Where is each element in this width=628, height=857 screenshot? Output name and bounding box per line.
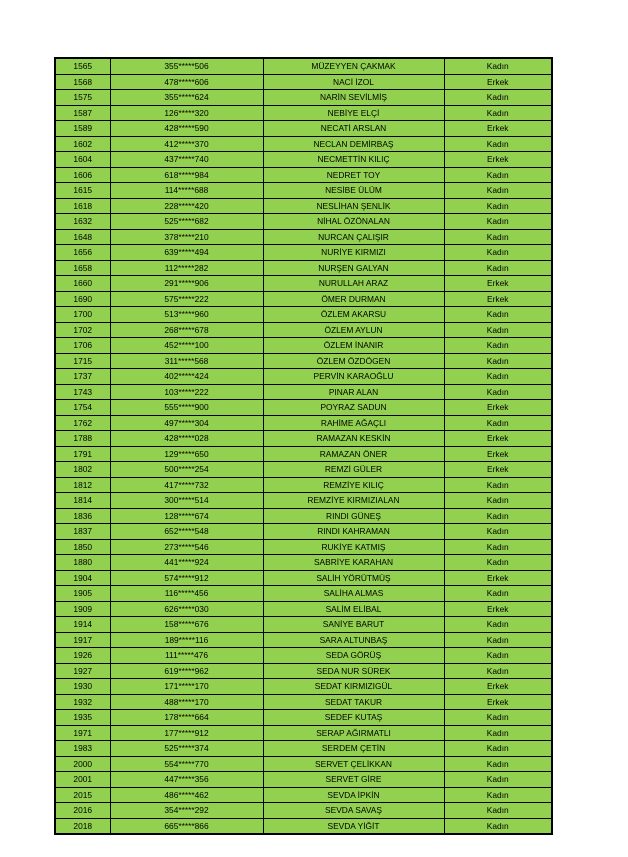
gender-cell: Kadın: [444, 307, 552, 323]
id-number-cell: 355*****624: [110, 90, 263, 106]
record-number-cell: 1706: [55, 338, 110, 354]
gender-cell: Erkek: [444, 694, 552, 710]
record-number-cell: 1836: [55, 508, 110, 524]
full-name-cell: NURULLAH ARAZ: [263, 276, 444, 292]
full-name-cell: REMZİYE KIRMIZIALAN: [263, 493, 444, 509]
table-row: [55, 198, 552, 214]
record-number-cell: 1802: [55, 462, 110, 478]
table-row: [55, 183, 552, 199]
table-row: [55, 291, 552, 307]
id-number-cell: 497*****304: [110, 415, 263, 431]
table-row: [55, 446, 552, 462]
full-name-cell: RAMAZAN ÖNER: [263, 446, 444, 462]
id-number-cell: 412*****370: [110, 136, 263, 152]
id-number-cell: 177*****912: [110, 725, 263, 741]
gender-cell: Erkek: [444, 462, 552, 478]
table-row: [55, 710, 552, 726]
table-row: [55, 679, 552, 695]
gender-cell: Kadın: [444, 741, 552, 757]
gender-cell: Kadın: [444, 539, 552, 555]
gender-cell: Kadın: [444, 787, 552, 803]
id-number-cell: 500*****254: [110, 462, 263, 478]
full-name-cell: NURİYE KIRMIZI: [263, 245, 444, 261]
gender-cell: Kadın: [444, 260, 552, 276]
record-number-cell: 1715: [55, 353, 110, 369]
record-number-cell: 1814: [55, 493, 110, 509]
gender-cell: Kadın: [444, 369, 552, 385]
record-number-cell: 1568: [55, 74, 110, 90]
full-name-cell: SERAP AĞIRMATLI: [263, 725, 444, 741]
id-number-cell: 171*****170: [110, 679, 263, 695]
table-row: [55, 818, 552, 834]
record-number-cell: 1743: [55, 384, 110, 400]
full-name-cell: NECLAN DEMİRBAŞ: [263, 136, 444, 152]
record-number-cell: 1791: [55, 446, 110, 462]
table-row: [55, 694, 552, 710]
table-row: [55, 524, 552, 540]
table-row: [55, 617, 552, 633]
id-number-cell: 575*****222: [110, 291, 263, 307]
id-number-cell: 291*****906: [110, 276, 263, 292]
gender-cell: Kadın: [444, 710, 552, 726]
gender-cell: Kadın: [444, 58, 552, 74]
gender-cell: Kadın: [444, 136, 552, 152]
gender-cell: Erkek: [444, 121, 552, 137]
id-number-cell: 189*****116: [110, 632, 263, 648]
record-number-cell: 2000: [55, 756, 110, 772]
table-row: [55, 152, 552, 168]
table-row: [55, 741, 552, 757]
full-name-cell: NARİN SEVİLMİŞ: [263, 90, 444, 106]
id-number-cell: 103*****222: [110, 384, 263, 400]
id-number-cell: 378*****210: [110, 229, 263, 245]
table-row: [55, 462, 552, 478]
gender-cell: Erkek: [444, 601, 552, 617]
gender-cell: Kadın: [444, 167, 552, 183]
full-name-cell: MÜZEYYEN ÇAKMAK: [263, 58, 444, 74]
gender-cell: Kadın: [444, 818, 552, 834]
gender-cell: Kadın: [444, 214, 552, 230]
full-name-cell: SABRİYE KARAHAN: [263, 555, 444, 571]
full-name-cell: SEDA GÖRÜŞ: [263, 648, 444, 664]
record-number-cell: 1690: [55, 291, 110, 307]
record-number-cell: 2018: [55, 818, 110, 834]
full-name-cell: NURŞEN GALYAN: [263, 260, 444, 276]
table-row: [55, 136, 552, 152]
gender-cell: Kadın: [444, 105, 552, 121]
id-number-cell: 354*****292: [110, 803, 263, 819]
gender-cell: Erkek: [444, 74, 552, 90]
table-row: [55, 539, 552, 555]
table-row: [55, 307, 552, 323]
table-row: [55, 167, 552, 183]
full-name-cell: NESİBE ÜLÜM: [263, 183, 444, 199]
id-number-cell: 452*****100: [110, 338, 263, 354]
gender-cell: Erkek: [444, 446, 552, 462]
records-table-body: [55, 58, 552, 834]
full-name-cell: SEVDA SAVAŞ: [263, 803, 444, 819]
table-row: [55, 648, 552, 664]
id-number-cell: 554*****770: [110, 756, 263, 772]
gender-cell: Kadın: [444, 586, 552, 602]
table-row: [55, 803, 552, 819]
gender-cell: Kadın: [444, 322, 552, 338]
full-name-cell: SERVET GİRE: [263, 772, 444, 788]
id-number-cell: 129*****650: [110, 446, 263, 462]
gender-cell: Kadın: [444, 648, 552, 664]
gender-cell: Kadın: [444, 555, 552, 571]
gender-cell: Kadın: [444, 632, 552, 648]
id-number-cell: 128*****674: [110, 508, 263, 524]
table-row: [55, 570, 552, 586]
id-number-cell: 417*****732: [110, 477, 263, 493]
gender-cell: Kadın: [444, 353, 552, 369]
table-row: [55, 555, 552, 571]
id-number-cell: 619*****962: [110, 663, 263, 679]
table-row: [55, 663, 552, 679]
full-name-cell: ÖZLEM ÖZDÖGEN: [263, 353, 444, 369]
gender-cell: Erkek: [444, 276, 552, 292]
record-number-cell: 2015: [55, 787, 110, 803]
record-number-cell: 1589: [55, 121, 110, 137]
table-row: [55, 229, 552, 245]
full-name-cell: RINDI GÜNEŞ: [263, 508, 444, 524]
gender-cell: Kadın: [444, 90, 552, 106]
full-name-cell: RAMAZAN KESKİN: [263, 431, 444, 447]
id-number-cell: 525*****682: [110, 214, 263, 230]
id-number-cell: 437*****740: [110, 152, 263, 168]
gender-cell: Erkek: [444, 679, 552, 695]
full-name-cell: SERVET ÇELİKKAN: [263, 756, 444, 772]
record-number-cell: 1606: [55, 167, 110, 183]
id-number-cell: 273*****546: [110, 539, 263, 555]
record-number-cell: 1905: [55, 586, 110, 602]
table-row: [55, 260, 552, 276]
id-number-cell: 447*****356: [110, 772, 263, 788]
record-number-cell: 1930: [55, 679, 110, 695]
gender-cell: Kadın: [444, 477, 552, 493]
id-number-cell: 486*****462: [110, 787, 263, 803]
gender-cell: Kadın: [444, 229, 552, 245]
record-number-cell: 1602: [55, 136, 110, 152]
table-row: [55, 725, 552, 741]
id-number-cell: 555*****900: [110, 400, 263, 416]
record-number-cell: 2016: [55, 803, 110, 819]
table-row: [55, 105, 552, 121]
full-name-cell: RUKİYE KATMIŞ: [263, 539, 444, 555]
record-number-cell: 1850: [55, 539, 110, 555]
gender-cell: Erkek: [444, 152, 552, 168]
full-name-cell: NEDRET TOY: [263, 167, 444, 183]
table-row: [55, 214, 552, 230]
table-row: [55, 369, 552, 385]
full-name-cell: SERDEM ÇETİN: [263, 741, 444, 757]
gender-cell: Kadın: [444, 508, 552, 524]
full-name-cell: RINDI KAHRAMAN: [263, 524, 444, 540]
table-row: [55, 756, 552, 772]
id-number-cell: 626*****030: [110, 601, 263, 617]
gender-cell: Kadın: [444, 245, 552, 261]
full-name-cell: PERVİN KARAOĞLU: [263, 369, 444, 385]
table-row: [55, 400, 552, 416]
gender-cell: Kadın: [444, 384, 552, 400]
record-number-cell: 1575: [55, 90, 110, 106]
table-row: [55, 601, 552, 617]
table-row: [55, 431, 552, 447]
table-row: [55, 787, 552, 803]
record-number-cell: 1837: [55, 524, 110, 540]
table-row: [55, 245, 552, 261]
id-number-cell: 114*****688: [110, 183, 263, 199]
record-number-cell: 1587: [55, 105, 110, 121]
record-number-cell: 1788: [55, 431, 110, 447]
id-number-cell: 158*****676: [110, 617, 263, 633]
full-name-cell: RAHİME AĞAÇLI: [263, 415, 444, 431]
record-number-cell: 1926: [55, 648, 110, 664]
id-number-cell: 574*****912: [110, 570, 263, 586]
id-number-cell: 525*****374: [110, 741, 263, 757]
table-row: [55, 477, 552, 493]
full-name-cell: ÖZLEM İNANIR: [263, 338, 444, 354]
table-row: [55, 415, 552, 431]
full-name-cell: REMZİ GÜLER: [263, 462, 444, 478]
record-number-cell: 1702: [55, 322, 110, 338]
record-number-cell: 1812: [55, 477, 110, 493]
table-row: [55, 74, 552, 90]
record-number-cell: 1615: [55, 183, 110, 199]
full-name-cell: NİHAL ÖZÖNALAN: [263, 214, 444, 230]
id-number-cell: 441*****924: [110, 555, 263, 571]
full-name-cell: NESLİHAN ŞENLİK: [263, 198, 444, 214]
record-number-cell: 1565: [55, 58, 110, 74]
gender-cell: Kadın: [444, 725, 552, 741]
table-row: [55, 632, 552, 648]
gender-cell: Kadın: [444, 663, 552, 679]
id-number-cell: 268*****678: [110, 322, 263, 338]
full-name-cell: SEVDA YİĞİT: [263, 818, 444, 834]
table-row: [55, 772, 552, 788]
record-number-cell: 2001: [55, 772, 110, 788]
id-number-cell: 652*****548: [110, 524, 263, 540]
record-number-cell: 1648: [55, 229, 110, 245]
record-number-cell: 1700: [55, 307, 110, 323]
full-name-cell: NECATİ ARSLAN: [263, 121, 444, 137]
id-number-cell: 478*****606: [110, 74, 263, 90]
full-name-cell: NURCAN ÇALIŞIR: [263, 229, 444, 245]
gender-cell: Kadın: [444, 198, 552, 214]
full-name-cell: SALİM ELİBAL: [263, 601, 444, 617]
record-number-cell: 1604: [55, 152, 110, 168]
table-row: [55, 121, 552, 137]
id-number-cell: 355*****506: [110, 58, 263, 74]
id-number-cell: 111*****476: [110, 648, 263, 664]
full-name-cell: SEDA NUR SÜREK: [263, 663, 444, 679]
gender-cell: Kadın: [444, 756, 552, 772]
record-number-cell: 1658: [55, 260, 110, 276]
id-number-cell: 428*****590: [110, 121, 263, 137]
id-number-cell: 402*****424: [110, 369, 263, 385]
record-number-cell: 1935: [55, 710, 110, 726]
id-number-cell: 665*****866: [110, 818, 263, 834]
gender-cell: Erkek: [444, 400, 552, 416]
table-row: [55, 58, 552, 74]
full-name-cell: ÖMER DURMAN: [263, 291, 444, 307]
id-number-cell: 300*****514: [110, 493, 263, 509]
full-name-cell: ÖZLEM AKARSU: [263, 307, 444, 323]
record-number-cell: 1971: [55, 725, 110, 741]
id-number-cell: 126*****320: [110, 105, 263, 121]
gender-cell: Kadın: [444, 183, 552, 199]
record-number-cell: 1904: [55, 570, 110, 586]
id-number-cell: 116*****456: [110, 586, 263, 602]
record-number-cell: 1932: [55, 694, 110, 710]
id-number-cell: 311*****568: [110, 353, 263, 369]
full-name-cell: PINAR ALAN: [263, 384, 444, 400]
table-row: [55, 493, 552, 509]
record-number-cell: 1660: [55, 276, 110, 292]
full-name-cell: SANİYE BARUT: [263, 617, 444, 633]
table-row: [55, 90, 552, 106]
records-table: [54, 57, 553, 835]
gender-cell: Kadın: [444, 772, 552, 788]
record-number-cell: 1762: [55, 415, 110, 431]
full-name-cell: ÖZLEM AYLUN: [263, 322, 444, 338]
gender-cell: Kadın: [444, 415, 552, 431]
full-name-cell: NACİ İZOL: [263, 74, 444, 90]
record-number-cell: 1909: [55, 601, 110, 617]
full-name-cell: POYRAZ SADUN: [263, 400, 444, 416]
record-number-cell: 1917: [55, 632, 110, 648]
id-number-cell: 639*****494: [110, 245, 263, 261]
gender-cell: Erkek: [444, 431, 552, 447]
table-row: [55, 384, 552, 400]
record-number-cell: 1914: [55, 617, 110, 633]
record-number-cell: 1927: [55, 663, 110, 679]
gender-cell: Erkek: [444, 291, 552, 307]
full-name-cell: NECMETTİN KILIÇ: [263, 152, 444, 168]
table-row: [55, 322, 552, 338]
table-row: [55, 508, 552, 524]
table-row: [55, 276, 552, 292]
full-name-cell: SEDAT TAKUR: [263, 694, 444, 710]
id-number-cell: 513*****960: [110, 307, 263, 323]
full-name-cell: SEVDA İPKİN: [263, 787, 444, 803]
table-row: [55, 353, 552, 369]
full-name-cell: SARA ALTUNBAŞ: [263, 632, 444, 648]
full-name-cell: SALİHA ALMAS: [263, 586, 444, 602]
id-number-cell: 428*****028: [110, 431, 263, 447]
full-name-cell: REMZİYE KILIÇ: [263, 477, 444, 493]
gender-cell: Kadın: [444, 803, 552, 819]
gender-cell: Kadın: [444, 617, 552, 633]
full-name-cell: NEBİYE ELÇİ: [263, 105, 444, 121]
record-number-cell: 1632: [55, 214, 110, 230]
record-number-cell: 1737: [55, 369, 110, 385]
full-name-cell: SEDAT KIRMIZIGÜL: [263, 679, 444, 695]
id-number-cell: 228*****420: [110, 198, 263, 214]
table-row: [55, 586, 552, 602]
id-number-cell: 488*****170: [110, 694, 263, 710]
record-number-cell: 1880: [55, 555, 110, 571]
id-number-cell: 112*****282: [110, 260, 263, 276]
record-number-cell: 1618: [55, 198, 110, 214]
gender-cell: Kadın: [444, 338, 552, 354]
id-number-cell: 178*****664: [110, 710, 263, 726]
full-name-cell: SALİH YÖRÜTMÜŞ: [263, 570, 444, 586]
gender-cell: Kadın: [444, 493, 552, 509]
full-name-cell: SEDEF KUTAŞ: [263, 710, 444, 726]
gender-cell: Erkek: [444, 570, 552, 586]
record-number-cell: 1754: [55, 400, 110, 416]
id-number-cell: 618*****984: [110, 167, 263, 183]
record-number-cell: 1983: [55, 741, 110, 757]
gender-cell: Kadın: [444, 524, 552, 540]
record-number-cell: 1656: [55, 245, 110, 261]
table-row: [55, 338, 552, 354]
